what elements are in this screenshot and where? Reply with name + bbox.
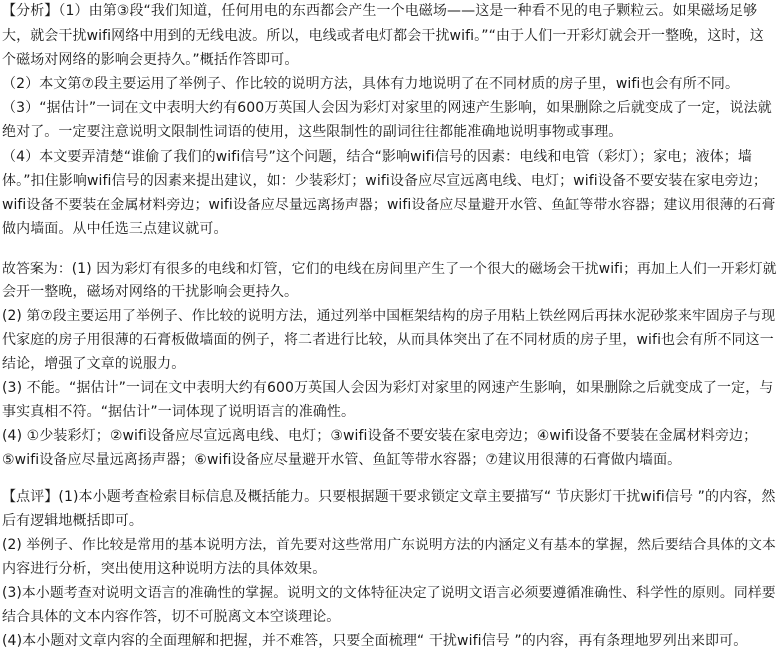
comment-line: 内容进行分析，突出使用这种说明方法的具体效果。 [2,561,327,577]
answer-line: (4) ①少装彩灯；②wifi设备应尽宣远离电线、电灯；③wifi设备不要安装在家电旁边；④wifi设备不要装在金属材料旁边； [2,428,758,444]
analysis-line: 做内墙面。从中任选三点建议就可。 [2,221,228,237]
comment-line: (3)本小题考查对说明文语言的准确性的掌握。说明文的文体特征决定了说明文语言必须要遵循准确性、科学性的原则。同样要 [2,585,776,601]
answer-line: (2) 第⑦段主要运用了举例子、作比较的说明方法，通过列举中国框架结构的房子用粘上铁丝网后再抹水泥砂浆来牢固房子与现 [2,308,776,324]
analysis-line: （2）本文第⑦段主要运用了举例子、作比较的说明方法，具体有力地说明了在不同材质的房子里，wifi也会有所不同。 [2,76,740,92]
comment-line: 后有逻辑地概括即可。 [2,513,143,529]
analysis-line: （4）本文要弄清楚“谁偷了我们的wifi信号”这个问题，结合“影响wifi信号的因素：电线和电管（彩灯）；家电；液体；墙 [2,149,752,165]
answer-line: 结论，增强了文章的说服力。 [2,356,186,372]
analysis-line: 大，就会干扰wifi网络中用到的无线电波。所以，电线或者电灯都会干扰wifi。”“由于人们一开彩灯就会开一整晚，这时，这 [2,28,764,44]
analysis-line: （3）“据估计”一词在文中表明大约有600万英国人会因为彩灯对家里的网速产生影响，如果删除之后就变成了一定，说法就 [2,100,772,116]
answer-line: 故答案为：(1) 因为彩灯有很多的电线和灯管，它们的电线在房间里产生了一个很大的磁场会干扰wifi；再加上人们一开彩灯就 [2,261,777,277]
comment-line: (4)本小题对文章内容的全面理解和把握，并不难答，只要全面梳理“ 干扰wifi信号 ”的内容，再有条理地罗列出来即可。 [2,633,748,649]
analysis-line: wifi设备不要装在金属材料旁边；wifi设备应尽量远离扬声器；wifi设备应尽量避开水管、鱼缸等带水容器；建议用很薄的石膏 [2,197,776,213]
analysis-line: 【分析】（1）由第③段“我们知道，任何用电的东西都会产生一个电磁场——这是一种看不见的电子颗粒云。如果磁场足够 [2,3,758,19]
answer-line: 事实真相不符。“据估计”一词体现了说明语言的准确性。 [2,404,356,420]
answer-line: 代家庭的房子用很薄的石膏板做墙面的例子，将二者进行比较，从而具体突出了在不同材质的房子里，wifi也会有所不同这一 [2,332,774,348]
answer-line: 会开一整晚，磁场对网络的干扰影响会更持久。 [2,284,299,300]
comment-line: 结合具体的文本内容作答，切不可脱离文本空谈理论。 [2,609,341,625]
answer-line: (3) 不能。“据估计”一词在文中表明大约有600万英国人会因为彩灯对家里的网速产生影响，如果删除之后就变成了一定，与 [2,380,774,396]
analysis-line: 个磁场对网络的影响会更持久。”概括作答即可。 [2,52,299,68]
answer-line: ⑤wifi设备应尽量远离扬声器；⑥wifi设备应尽量避开水管、鱼缸等带水容器；⑦建议用很薄的石膏做内墙面。 [2,452,682,468]
comment-line: (2) 举例子、作比较是常用的基本说明方法，首先要对这些常用广东说明方法的内涵定义有基本的掌握，然后要结合具体的文本 [2,537,776,553]
analysis-line: 体。”扣住影响wifi信号的因素来提出建议，如：少装彩灯；wifi设备应尽宣远离电线、电灯；wifi设备不要安装在家电旁边； [2,173,767,189]
comment-line: 【点评】(1)本小题考查检索目标信息及概括能力。只要根据题干要求锁定文章主要描写“ 节庆影灯干扰wifi信号 ”的内容，然 [2,489,776,505]
analysis-line: 绝对了。一定要注意说明文限制性词语的使用，这些限制性的副词往往都能准确地说明事物或事理。 [2,124,623,140]
